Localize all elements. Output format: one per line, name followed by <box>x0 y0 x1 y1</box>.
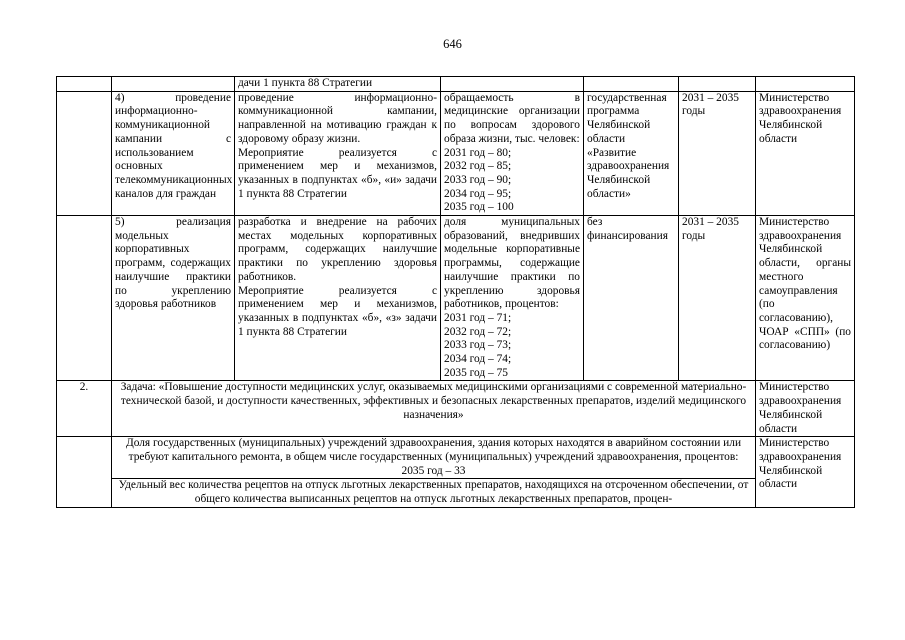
responsible-cell: Министерство здравоохранения Челябинской области <box>756 437 855 508</box>
row-number-cell <box>57 91 112 215</box>
indicator-cell <box>441 77 584 92</box>
activity-cell <box>112 77 235 92</box>
table-row <box>57 216 855 381</box>
target-indicator-text <box>112 437 756 479</box>
indicator-value: 2031 год – 71; <box>444 311 512 324</box>
activity-cell: 4) проведение информационно-коммуникационной кампании с использованием основных телекоммуникационных каналов для граждан <box>112 91 235 215</box>
period-cell <box>679 77 756 92</box>
indicator-value: 2032 год – 85; <box>444 160 512 173</box>
period-cell: 2031 – 2035 годы <box>679 216 756 381</box>
description-cell <box>235 91 441 215</box>
indicator-value: 2034 год – 74; <box>444 353 512 366</box>
responsible-cell <box>756 77 855 92</box>
indicator-cell <box>441 216 584 381</box>
task-text: Задача: «Повышение доступности медицинских услуг, оказываемых медицинскими организациями с современной материально-технической базой, и доступности качественных, эффективных и безопасных лекарственных препаратов, изделий медицинского назначения» <box>112 381 756 437</box>
indicator-value: 2033 год – 73; <box>444 339 512 352</box>
indicator-cell <box>441 91 584 215</box>
indicator-value: 2035 год – 75 <box>444 366 508 379</box>
row-number-cell <box>57 77 112 92</box>
indicator-value: 2035 год – 100 <box>444 201 514 214</box>
table-row <box>57 77 855 92</box>
description-cell <box>235 77 441 92</box>
target-indicator-row <box>57 437 855 479</box>
description-paragraph: Мероприятие реализуется с применением мер и механизмов, указанных в подпунктах «б», «и» задачи 1 пункта 88 Стратегии <box>238 146 437 200</box>
description-cell <box>235 216 441 381</box>
responsible-cell: Министерство здравоохранения Челябинской области <box>756 91 855 215</box>
task-row <box>57 381 855 437</box>
program-cell: государственная программа Челябинской области «Развитие здравоохранения Челябинской области» <box>584 91 679 215</box>
task-number: 2. <box>57 381 112 437</box>
next-indicator-row <box>57 479 855 508</box>
indicator-value: 2031 год – 80; <box>444 146 512 159</box>
row-number-cell <box>57 437 112 508</box>
description-paragraph: Мероприятие реализуется с применением мер и механизмов, указанных в подпунктах «б», «з» задачи 1 пункта 88 Стратегии <box>238 284 437 338</box>
program-cell <box>584 77 679 92</box>
description-paragraph: дачи 1 пункта 88 Стратегии <box>238 77 373 89</box>
target-indicator-value: 2035 год – 33 <box>401 464 466 477</box>
indicator-heading: обращаемость в медицинские организации по вопросам здорового образа жизни, тыс. человек: <box>444 91 580 145</box>
description-paragraph: разработка и внедрение на рабочих местах модельных корпоративных программ, содержащих наилучшие практики по укреплению здоровья работников. <box>238 216 437 283</box>
table-row <box>57 91 855 215</box>
next-indicator-text: Удельный вес количества рецептов на отпуск льготных лекарственных препаратов, находящихся на отсроченном обеспечении, от общего количества выписанных рецептов на отпуск льготных лекарственных препаратов, процен- <box>112 479 756 508</box>
program-cell: без финансирования <box>584 216 679 381</box>
target-indicator-label: Доля государственных (муниципальных) учреждений здравоохранения, здания которых находятся в аварийном состоянии или требуют капитального ремонта, в общем числе государственных (муниципальных) учреждений здравоохранения, процентов: <box>125 437 742 463</box>
description-paragraph: проведение информационно-коммуникационной кампании, направленной на мотивацию граждан к здоровому образу жизни. <box>238 91 437 145</box>
row-number-cell <box>57 216 112 381</box>
page-number: 646 <box>443 37 462 51</box>
responsible-cell: Министерство здравоохранения Челябинской области <box>756 381 855 437</box>
indicator-heading: доля муниципальных образований, внедривших модельные корпоративные программы, содержащие наилучшие практики по укреплению здоровья работников, процентов: <box>444 216 580 311</box>
activity-cell: 5) реализация модельных корпоративных программ, содержащих наилучшие практики по укреплению здоровья работников <box>112 216 235 381</box>
period-cell: 2031 – 2035 годы <box>679 91 756 215</box>
indicator-value: 2034 год – 95; <box>444 187 512 200</box>
indicator-value: 2033 год – 90; <box>444 173 512 186</box>
measures-table <box>56 76 855 508</box>
indicator-value: 2032 год – 72; <box>444 325 512 338</box>
responsible-cell: Министерство здравоохранения Челябинской области, органы местного самоуправления (по согласованию), ЧОАР «СПП» (по согласованию) <box>756 216 855 381</box>
